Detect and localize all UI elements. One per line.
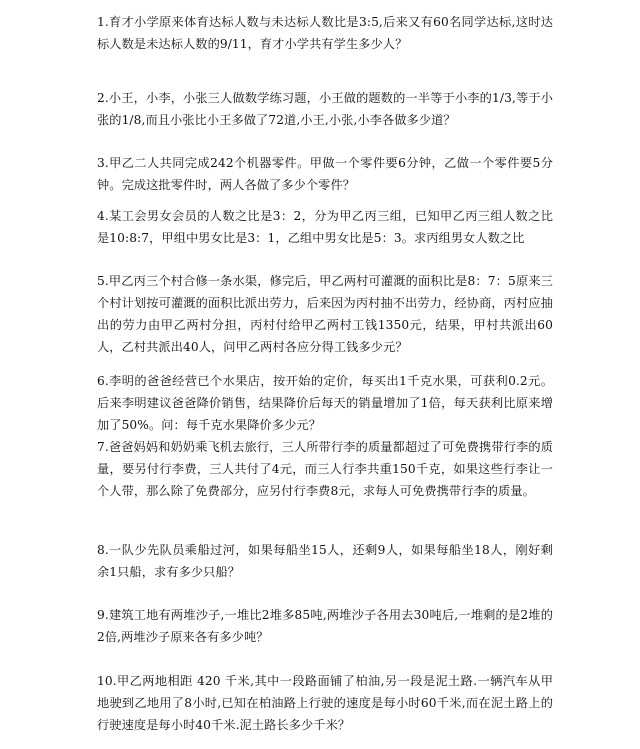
problem-10: 10.甲乙两地相距 420 千米,其中一段路面铺了柏油,另一段是泥土路.一辆汽车从甲地驶到乙地用了8小时,已知在柏油路上行驶的速度是每小时60千米,而在泥土路上的行驶速度是每小时40千米.泥土路长多少千米？ xyxy=(97,674,553,732)
problem-1: 1.育才小学原来体育达标人数与未达标人数比是3:5,后来又有60名同学达标,这时达标人数是未达标人数的9/11，育才小学共有学生多少人？ xyxy=(97,15,553,51)
problem-4: 4.某工会男女会员的人数之比是3：2，分为甲乙丙三组，已知甲乙丙三组人数之比是10:8:7，甲组中男女比是3：1，乙组中男女比是5：3。求丙组男女人数之比 xyxy=(97,209,553,245)
problem-8: 8.一队少先队员乘船过河，如果每船坐15人，还剩9人，如果每船坐18人，刚好剩余1只船，求有多少只船？ xyxy=(97,543,553,579)
problem-9: 9.建筑工地有两堆沙子,一堆比2堆多85吨,两堆沙子各用去30吨后,一堆剩的是2堆的2倍,两堆沙子原来各有多少吨？ xyxy=(97,608,553,644)
problem-5: 5.甲乙丙三个村合修一条水渠，修完后，甲乙两村可灌溉的面积比是8：7：5原来三个村计划按可灌溉的面积比派出劳力，后来因为丙村抽不出劳力，经协商，丙村应抽出的劳力由甲乙两村分担，丙村付给甲乙两村工钱1350元，结果，甲村共派出60人，乙村共派出40人，问甲乙两村各应分得工钱多少元？ xyxy=(97,274,553,354)
problem-3: 3.甲乙二人共同完成242个机器零件。甲做一个零件要6分钟，乙做一个零件要5分钟。完成这批零件时，两人各做了多少个零件？ xyxy=(97,156,553,192)
problem-6: 6.李明的爸爸经营已个水果店，按开始的定价，每买出1千克水果，可获利0.2元。后来李明建议爸爸降价销售，结果降价后每天的销量增加了1倍，每天获利比原来增加了50%。问：每千克水果降价多少元？ xyxy=(97,374,553,432)
problem-2: 2.小王，小李，小张三人做数学练习题，小王做的题数的一半等于小李的1/3,等于小张的1/8,而且小张比小王多做了72道,小王,小张,小李各做多少道？ xyxy=(97,91,553,127)
problem-7: 7.爸爸妈妈和奶奶乘飞机去旅行，三人所带行李的质量都超过了可免费携带行李的质量，要另付行李费，三人共付了4元，而三人行李共重150千克，如果这些行李让一个人带，那么除了免费部分，应另付行李费8元，求每人可免费携带行李的质量。 xyxy=(97,440,553,498)
